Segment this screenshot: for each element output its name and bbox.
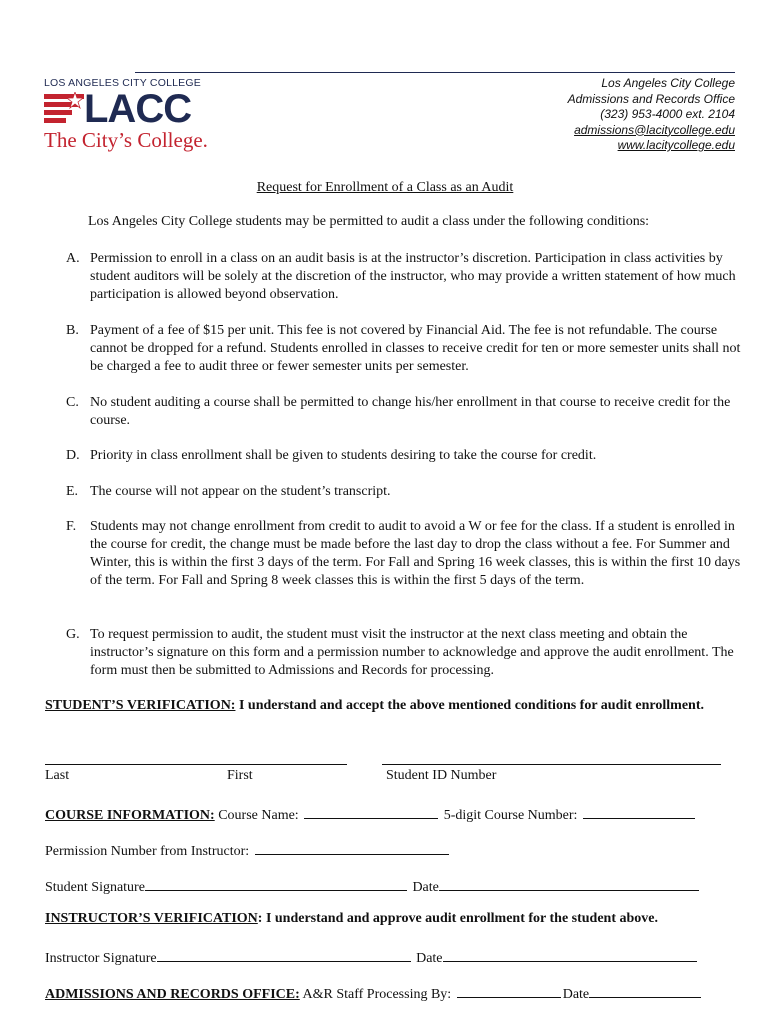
admissions-date-field[interactable] [589, 983, 701, 998]
staff-processing-label: A&R Staff Processing By: [302, 987, 452, 1002]
condition-text: Payment of a fee of $15 per unit. This fee is not covered by Financial Aid. The fee is not refundable. The course cannot be dropped for a refund. Students enrolled in classes to receive credit for ten or more semester units shall not be charged a fee to audit three or fewer semester units per semester. [90, 323, 741, 374]
logo-caption: LOS ANGELES CITY COLLEGE [44, 77, 201, 89]
condition-item [66, 250, 746, 304]
permission-row [45, 840, 451, 860]
student-verification-heading: STUDENT’S VERIFICATION: [45, 698, 236, 713]
instructor-date-field[interactable] [443, 947, 697, 962]
student-verification [45, 697, 745, 715]
admissions-date-label: Date [562, 987, 590, 1002]
condition-text: To request permission to audit, the student must visit the instructor at the next class meeting and obtain the instructor’s signature on this form and a permission number to acknowledge and approve the audit enrollment. The form must then be submitted to Admissions and Records for processing. [90, 627, 734, 678]
student-id-label: Student ID Number [386, 768, 497, 783]
contact-block [568, 76, 735, 154]
instructor-verification [45, 911, 658, 927]
student-date-field[interactable] [439, 876, 699, 891]
star-stripes-icon [44, 92, 84, 126]
condition-item [66, 322, 746, 376]
last-name-label: Last [45, 768, 70, 783]
instructor-verification-heading: INSTRUCTOR’S VERIFICATION [45, 911, 258, 926]
admissions-heading: ADMISSIONS AND RECORDS OFFICE: [45, 987, 300, 1002]
condition-item [66, 518, 746, 590]
condition-letter: B. [66, 323, 79, 338]
condition-letter: A. [66, 251, 80, 266]
phone-number: (323) 953-4000 ext. 2104 [600, 107, 735, 121]
condition-item [66, 447, 746, 465]
condition-text: The course will not appear on the student’s transcript. [90, 484, 391, 499]
permission-number-field[interactable] [255, 840, 449, 855]
student-verification-text: I understand and accept the above mentioned conditions for audit enrollment. [235, 698, 704, 713]
condition-letter: E. [66, 484, 79, 499]
college-name: Los Angeles City College [601, 76, 735, 90]
header-rule [135, 72, 735, 73]
student-signature-row [45, 876, 701, 896]
instructor-signature-row [45, 947, 699, 967]
lacc-logo [44, 77, 208, 152]
intro-text: Los Angeles City College students may be permitted to audit a class under the following conditions: [88, 214, 650, 229]
staff-processing-field[interactable] [457, 983, 561, 998]
condition-text: Students may not change enrollment from credit to audit to avoid a W or fee for the class. If a student is enrolled in the course for credit, the change must be made before the last day to drop the class without a fee. For Summer and Winter, this is within the first 3 days of the term. For Fall and Spring 16 week classes, this is within the first 10 days of the term. For Fall and Spring 8 week classes this is within the first 5 days of the term. [90, 519, 741, 588]
condition-letter: D. [66, 448, 80, 463]
permission-number-label: Permission Number from Instructor: [45, 844, 250, 859]
condition-item [66, 483, 746, 501]
course-number-label: 5-digit Course Number: [443, 808, 578, 823]
condition-text: Priority in class enrollment shall be given to students desiring to take the course for credit. [90, 448, 597, 463]
condition-item [66, 394, 746, 430]
course-number-field[interactable] [583, 804, 695, 819]
email-link[interactable]: admissions@lacitycollege.edu [574, 122, 735, 137]
instructor-signature-field[interactable] [157, 947, 411, 962]
course-info-heading: COURSE INFORMATION: [45, 808, 215, 823]
logo-acronym: LACC [84, 87, 192, 131]
condition-text: Permission to enroll in a class on an audit basis is at the instructor’s discretion. Participation in class activities by student auditors will be solely at the discretion of the instructor, who may provide a written statement of how much participation is allowed beyond observation. [90, 251, 736, 302]
condition-letter: G. [66, 627, 80, 642]
form-title: Request for Enrollment of a Class as an Audit [256, 180, 514, 195]
condition-text: No student auditing a course shall be permitted to change his/her enrollment in that course to receive credit for the course. [90, 395, 731, 428]
logo-mark [44, 87, 194, 131]
student-signature-field[interactable] [145, 876, 407, 891]
condition-letter: F. [66, 519, 77, 534]
student-date-label: Date [412, 880, 439, 895]
admissions-row [45, 983, 703, 1003]
condition-letter: C. [66, 395, 79, 410]
instructor-date-label: Date [416, 951, 443, 966]
condition-item [66, 626, 746, 680]
student-signature-label: Student Signature [45, 880, 145, 895]
first-name-label: First [227, 768, 253, 783]
course-name-label: Course Name: [218, 808, 299, 823]
student-id-line[interactable] [382, 764, 721, 765]
student-name-line[interactable] [45, 764, 347, 765]
instructor-signature-label: Instructor Signature [45, 951, 157, 966]
logo-tagline: The City’s College. [44, 128, 208, 152]
instructor-verification-text: : I understand and approve audit enrollment for the student above. [257, 911, 658, 926]
website-link[interactable]: www.lacitycollege.edu [617, 138, 735, 152]
course-info-row [45, 804, 697, 824]
course-name-field[interactable] [304, 804, 438, 819]
office-name: Admissions and Records Office [567, 91, 735, 106]
